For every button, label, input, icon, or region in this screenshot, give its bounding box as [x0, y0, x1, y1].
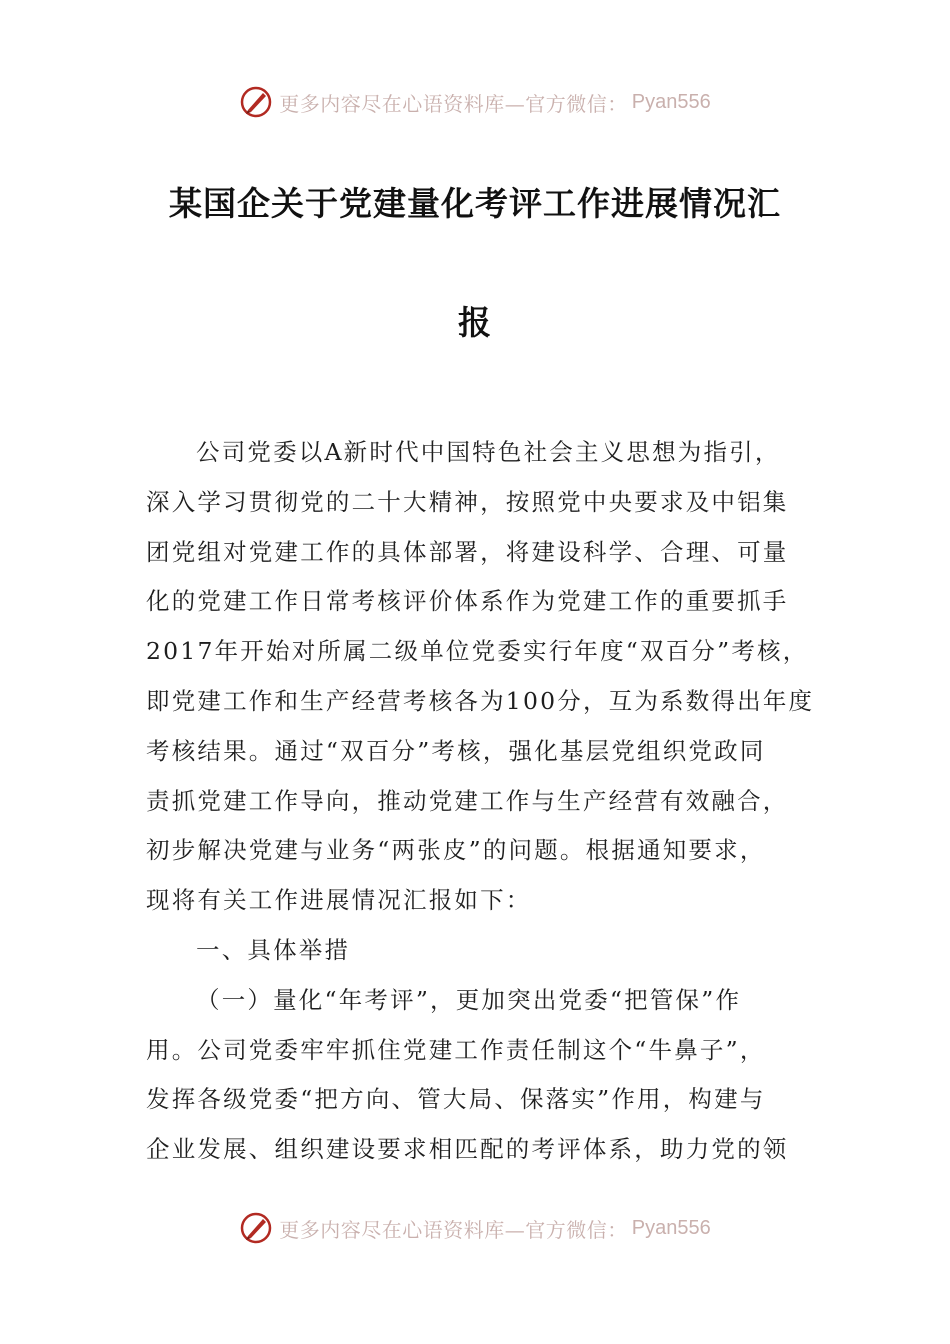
body-line: 初步解决党建与业务“两张皮”的问题。根据通知要求， [146, 836, 766, 865]
subsection-heading: （一）量化“年考评”，更加突出党委“把管保”作 [196, 985, 742, 1014]
body-line: 化的党建工作日常考核评价体系作为党建工作的重要抓手 [146, 587, 789, 616]
body-line: 现将有关工作进展情况汇报如下： [146, 886, 532, 915]
watermark-wechat-id: Pyan556 [631, 90, 711, 113]
body-line: 企业发展、组织建设要求相匹配的考评体系，助力党的领 [146, 1135, 789, 1164]
watermark-text: 更多内容尽在心语资料库—官方微信： [279, 91, 628, 116]
body-line: 责抓党建工作导向，推动党建工作与生产经营有效融合， [146, 786, 789, 815]
document-title-line-2: 报 [458, 303, 492, 342]
pen-logo-icon [239, 85, 273, 119]
section-heading: 一、具体举措 [196, 935, 351, 964]
watermark-header [0, 82, 950, 122]
body-line: 即党建工作和生产经营考核各为100分，互为系数得出年度 [146, 686, 815, 715]
watermark-text: 更多内容尽在心语资料库—官方微信： [279, 1217, 628, 1242]
watermark-footer [0, 1208, 950, 1248]
body-line: 公司党委以A新时代中国特色社会主义思想为指引， [196, 438, 781, 466]
body-line: 考核结果。通过“双百分”考核，强化基层党组织党政同 [146, 736, 766, 765]
watermark-wechat-id: Pyan556 [631, 1216, 711, 1239]
document-body [146, 428, 815, 1175]
pen-logo-icon [239, 1211, 273, 1245]
body-line: 用。公司党委牢牢抓住党建工作责任制这个“牛鼻子”， [146, 1035, 766, 1064]
document-title-line-1: 某国企关于党建量化考评工作进展情况汇 [169, 184, 781, 223]
body-line: 团党组对党建工作的具体部署，将建设科学、合理、可量 [146, 537, 789, 566]
body-line: 深入学习贯彻党的二十大精神，按照党中央要求及中铝集 [146, 487, 789, 516]
body-line: 发挥各级党委“把方向、管大局、保落实”作用，构建与 [146, 1085, 766, 1114]
body-line: 2017年开始对所属二级单位党委实行年度“双百分”考核， [146, 637, 809, 666]
